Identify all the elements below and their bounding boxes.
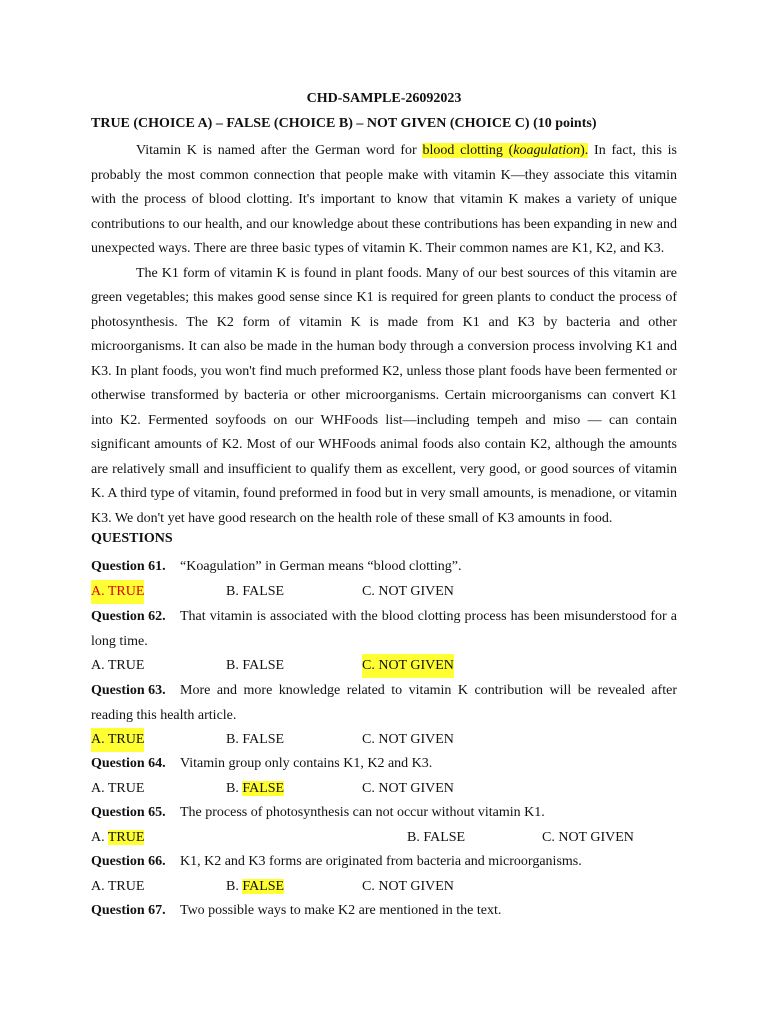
question-label: Question 64. <box>91 756 166 771</box>
question-61 <box>91 555 677 604</box>
highlight-text: ). <box>580 143 589 158</box>
option-a[interactable] <box>91 826 144 850</box>
question-stem <box>91 850 677 875</box>
answer-options <box>91 777 677 801</box>
option-b[interactable]: B. FALSE <box>226 732 285 747</box>
question-stem <box>91 679 677 728</box>
option-b[interactable]: B. FALSE <box>226 658 285 673</box>
option-c[interactable]: C. NOT GIVEN <box>362 654 454 678</box>
option-b[interactable] <box>226 875 284 899</box>
option-letter: A. <box>91 780 108 796</box>
option-a[interactable]: A. TRUE <box>91 878 145 894</box>
option-c[interactable]: C. NOT GIVEN <box>542 829 634 845</box>
option-letter: B. <box>226 878 243 894</box>
answer-options <box>91 654 677 678</box>
question-64 <box>91 752 677 801</box>
question-text: “Koagulation” in German means “blood clotting”. <box>180 559 462 574</box>
questions-heading: QUESTIONS <box>91 531 173 546</box>
option-a[interactable]: A. TRUE <box>91 728 144 752</box>
question-text: Vitamin group only contains K1, K2 and K3. <box>180 756 433 771</box>
question-62 <box>91 605 677 678</box>
question-stem <box>91 555 677 580</box>
answer-options <box>91 826 677 850</box>
question-stem <box>91 605 677 654</box>
question-label: Question 63. <box>91 683 166 698</box>
question-67 <box>91 899 677 924</box>
question-label: Question 61. <box>91 559 166 574</box>
answer-options <box>91 580 677 604</box>
option-a[interactable]: A. TRUE <box>91 658 145 673</box>
reading-passage <box>91 139 677 531</box>
question-label: Question 62. <box>91 609 166 624</box>
document-title: CHD-SAMPLE-26092023 <box>306 91 462 106</box>
option-b[interactable] <box>226 777 284 801</box>
passage-paragraph-2: The K1 form of vitamin K is found in plant foods. Many of our best sources of this vitamin are green vegetables; this makes good sense since K1 is required for green plants to conduct the process of photosynthesis. The K2 form of vitamin K is made from K1 and K3 by bacteria and other microorganisms. It can also be made in the human body through a conversion process involving K1 and K3. In plant foods, you won't find much preformed K2, unless those plant foods have been fermented or otherwise transformed by bacteria or other microorganisms. Certain microorganisms can convert K1 into K2. Fermented soyfoods on our WHFoods list—including tempeh and miso — can contain significant amounts of K2. Most of our WHFoods animal foods also contain K2, although the amounts are relatively small and insufficient to qualify them as excellent, very good, or good sources of vitamin K. A third type of vitamin, found preformed in food but in very small amounts, is menadione, or vitamin K3. We don't yet have good research on the health role of these small of K3 amounts in food. <box>91 265 677 526</box>
option-c[interactable]: C. NOT GIVEN <box>362 732 454 747</box>
passage-paragraph-1 <box>91 139 677 262</box>
answer-options <box>91 728 677 752</box>
option-word: TRUE <box>107 780 145 796</box>
question-66 <box>91 850 677 899</box>
highlight-text: blood clotting ( <box>422 143 514 158</box>
question-text: More and more knowledge related to vitamin K contribution will be revealed after reading this health article. <box>91 683 677 723</box>
option-c[interactable]: C. NOT GIVEN <box>362 780 454 796</box>
question-label: Question 65. <box>91 805 166 820</box>
question-stem <box>91 899 677 924</box>
question-stem <box>91 752 677 777</box>
option-letter: B. <box>226 780 243 796</box>
answer-options <box>91 875 677 899</box>
passage-text: In fact, this is probably the most common connection that people make with vitamin K—they associate this vitamin with the process of blood clotting. It's important to know that vitamin K makes a variety of unique contributions to our health, and our knowledge about these contributions has been expanding in new and unexpected ways. There are three basic types of vitamin K. Their common names are K1, K2, and K3. <box>91 143 677 256</box>
option-letter: A. <box>91 829 108 845</box>
section-title: TRUE (CHOICE A) – FALSE (CHOICE B) – NOT GIVEN (CHOICE C) (10 points) <box>91 116 597 131</box>
highlight-italic-word: koagulation <box>513 143 581 158</box>
question-label: Question 66. <box>91 854 166 869</box>
option-b[interactable]: B. FALSE <box>407 829 466 845</box>
option-a[interactable] <box>91 777 144 801</box>
question-text: Two possible ways to make K2 are mentioned in the text. <box>180 903 502 918</box>
question-text: The process of photosynthesis can not occur without vitamin K1. <box>180 805 545 820</box>
question-text: That vitamin is associated with the blood clotting process has been misunderstood for a long time. <box>91 609 677 649</box>
option-c[interactable]: C. NOT GIVEN <box>362 583 454 599</box>
option-word-highlighted: FALSE <box>242 878 285 894</box>
question-65 <box>91 801 677 850</box>
question-text: K1, K2 and K3 forms are originated from bacteria and microorganisms. <box>180 854 582 869</box>
option-word-highlighted: FALSE <box>242 780 285 796</box>
question-63 <box>91 679 677 752</box>
option-word-highlighted: TRUE <box>107 829 145 845</box>
question-stem <box>91 801 677 826</box>
question-label: Question 67. <box>91 903 166 918</box>
highlighted-phrase <box>422 143 588 158</box>
passage-text: Vitamin K is named after the German word for <box>136 143 423 158</box>
option-a[interactable]: A. TRUE <box>91 580 144 604</box>
option-c[interactable]: C. NOT GIVEN <box>362 878 454 894</box>
option-b[interactable]: B. FALSE <box>226 583 285 599</box>
